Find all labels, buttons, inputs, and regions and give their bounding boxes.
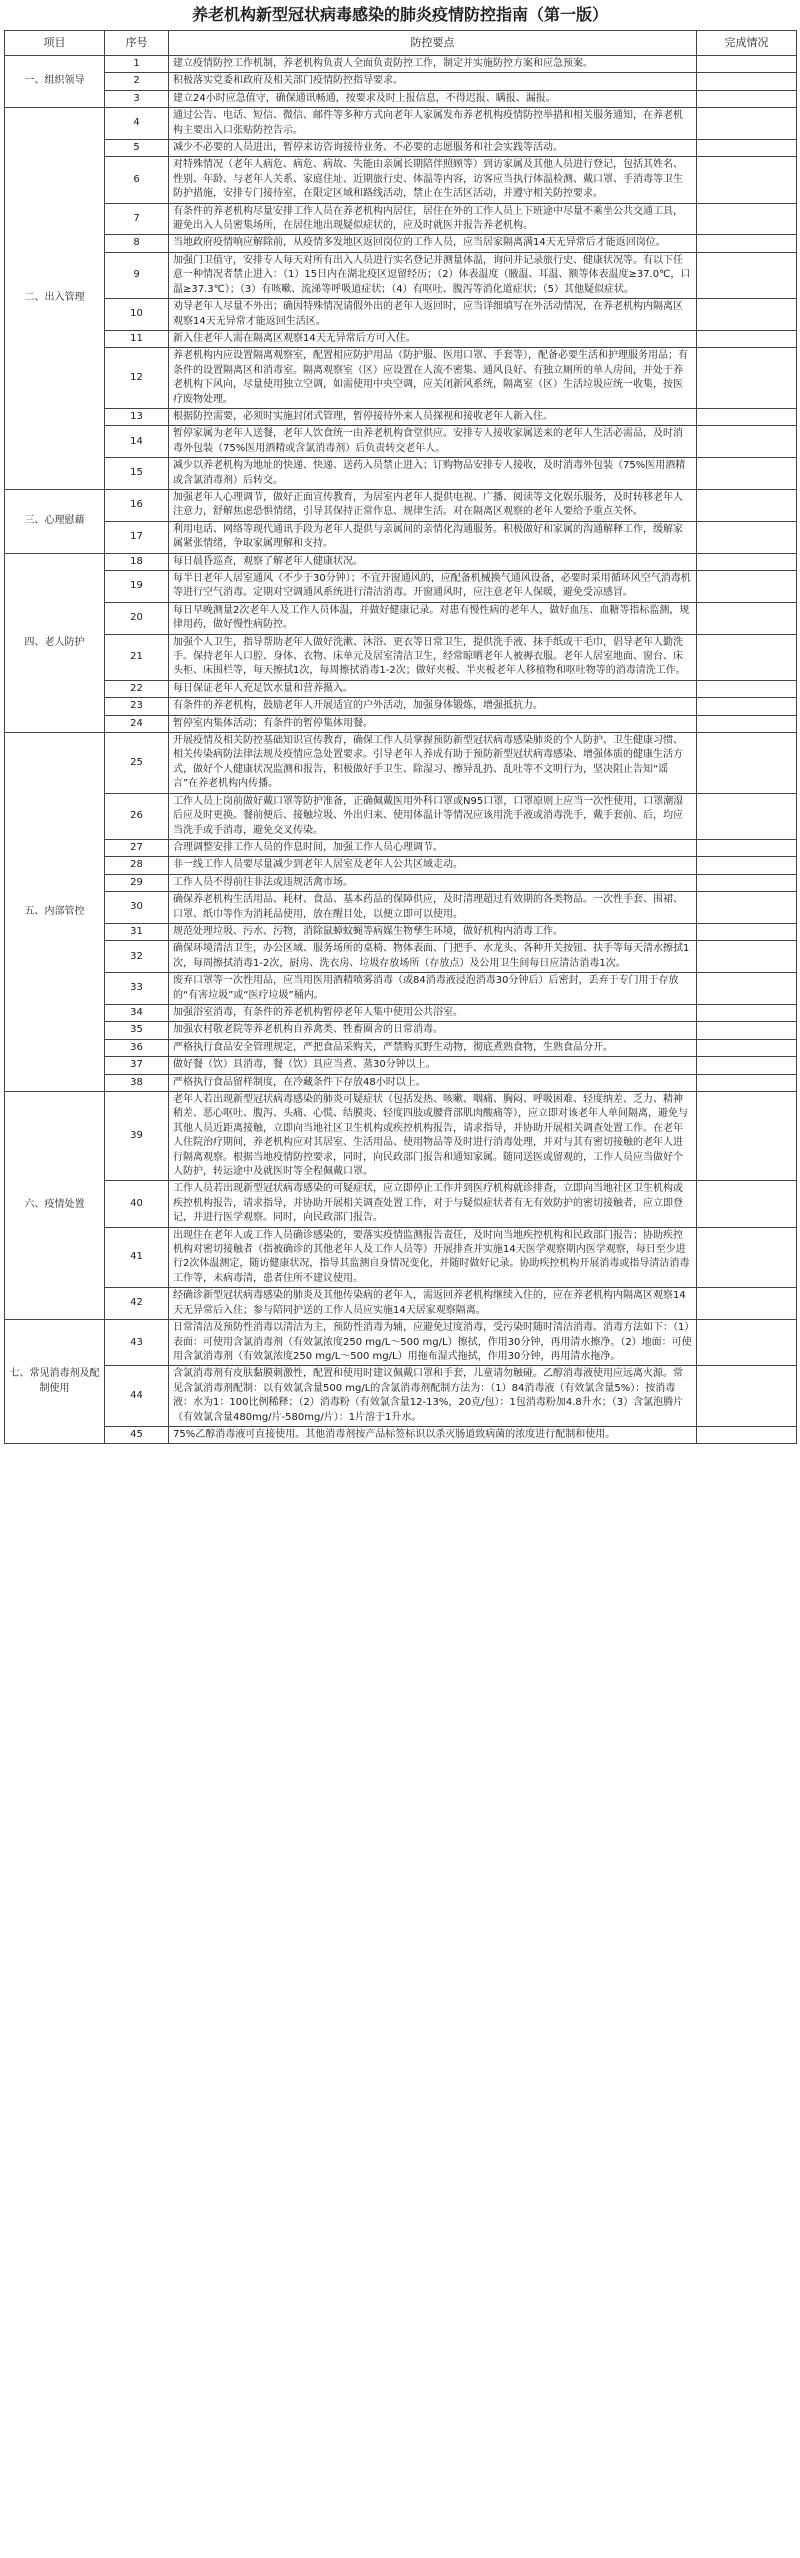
control-point-text: 加强门卫值守，安排专人每天对所有出入人员进行实名登记并测量体温，询问并记录旅行史、健康状况等。有以下任意一种情况者禁止进入：（1）15日内在湖北疫区逗留经历；（2）体表温度（腋温、耳温、额等体表温度≥37.0℃，口温≥37.3℃）；（3）有咳嗽、流涕等呼吸道症状；（4）有呕吐、腹泻等消化道症状；（5）其他疑似症状。 [169, 252, 697, 298]
row-number: 2 [105, 73, 169, 90]
section-label: 四、老人防护 [5, 553, 105, 732]
control-point-text: 每半日老年人居室通风（不少于30分钟）；不宜开窗通风的，应配备机械换气通风设备，必要时采用循环风空气消毒机等进行空气消毒。定期对空调通风系统进行清洁消毒。开窗通风时，应注意老年人保暖，避免受凉感冒。 [169, 571, 697, 603]
table-row [5, 874, 797, 891]
completion-status-cell[interactable] [697, 1022, 797, 1039]
table-row [5, 1074, 797, 1091]
completion-status-cell[interactable] [697, 1057, 797, 1074]
table-row [5, 892, 797, 924]
control-point-text: 减少以养老机构为地址的快递、快递、送药入员禁止进入；订购物品安排专人接收，及时消毒外包装（75%医用酒精或含氯消毒剂）后转交。 [169, 458, 697, 490]
table-row [5, 73, 797, 90]
table-row [5, 489, 797, 521]
row-number: 10 [105, 299, 169, 331]
control-point-text: 有条件的养老机构尽量安排工作人员在养老机构内居住，居住在外的工作人员上下班途中尽量不乘坐公共交通工具，避免出入人员密集场所，在居住地出现疑似症状的，应及时就医并报告养老机构。 [169, 203, 697, 235]
table-row [5, 235, 797, 252]
completion-status-cell[interactable] [697, 348, 797, 409]
control-point-text: 加强浴室消毒，有条件的养老机构暂停老年人集中使用公共浴室。 [169, 1004, 697, 1021]
row-number: 25 [105, 733, 169, 794]
table-row [5, 1426, 797, 1443]
control-point-text: 经确诊新型冠状病毒感染的肺炎及其他传染病的老年人，需返回养老机构继续入住的，应在养老机构内隔离区观察14天无异常后入住；参与陪同护送的工作人员应实施14天居家观察隔离。 [169, 1288, 697, 1320]
completion-status-cell[interactable] [697, 698, 797, 715]
control-point-text: 严格执行食品安全管理规定，严把食品采购关，严禁购买野生动物，彻底煮熟食物，生熟食品分开。 [169, 1039, 697, 1056]
completion-status-cell[interactable] [697, 923, 797, 940]
row-number: 18 [105, 553, 169, 570]
row-number: 1 [105, 56, 169, 73]
control-point-text: 75%乙醇消毒液可直接使用。其他消毒剂按产品标签标识以杀灭肠道致病菌的浓度进行配制和使用。 [169, 1426, 697, 1443]
header-points: 防控要点 [169, 31, 697, 56]
row-number: 30 [105, 892, 169, 924]
row-number: 42 [105, 1288, 169, 1320]
completion-status-cell[interactable] [697, 1039, 797, 1056]
table-row [5, 426, 797, 458]
completion-status-cell[interactable] [697, 839, 797, 856]
table-row [5, 252, 797, 298]
table-row [5, 1039, 797, 1056]
row-number: 37 [105, 1057, 169, 1074]
completion-status-cell[interactable] [697, 1074, 797, 1091]
table-row [5, 553, 797, 570]
table-row [5, 923, 797, 940]
control-point-text: 每日晨昏巡查，观察了解老年人健康状况。 [169, 553, 697, 570]
table-row [5, 299, 797, 331]
completion-status-cell[interactable] [697, 458, 797, 490]
row-number: 32 [105, 941, 169, 973]
header-status: 完成情况 [697, 31, 797, 56]
control-point-text: 工作人员若出现新型冠状病毒感染的可疑症状，应立即停止工作并到医疗机构就诊排查，立即向当地社区卫生机构或疾控机构报告，请求指导，并协助开展相关调查处置工作，对于与疑似症状者有无有效防护的密切接触者，应立即登记，并进行医学观察。同时，向民政部门报告。 [169, 1181, 697, 1227]
table-row [5, 348, 797, 409]
table-header-row [5, 31, 797, 56]
row-number: 24 [105, 715, 169, 732]
completion-status-cell[interactable] [697, 408, 797, 425]
row-number: 28 [105, 857, 169, 874]
table-row [5, 458, 797, 490]
row-number: 8 [105, 235, 169, 252]
row-number: 20 [105, 602, 169, 634]
row-number: 7 [105, 203, 169, 235]
control-point-text: 建立24小时应急值守，确保通讯畅通，按要求及时上报信息，不得迟报、瞒报、漏报。 [169, 90, 697, 107]
control-point-text: 暂停室内集体活动；有条件的暂停集体用餐。 [169, 715, 697, 732]
table-row [5, 715, 797, 732]
row-number: 44 [105, 1366, 169, 1427]
row-number: 9 [105, 252, 169, 298]
table-row [5, 56, 797, 73]
table-row [5, 839, 797, 856]
row-number: 23 [105, 698, 169, 715]
row-number: 22 [105, 680, 169, 697]
control-point-text: 出现住在老年人或工作人员确诊感染的，要落实疫情监测报告责任，及时向当地疾控机构和民政部门报告；协助疾控机构对密切接触者（指被确诊的其他老年人及工作人员等）开展排查并实施14天医学观察期内医学观察，每日至少进行2次体温测定，随访健康状况，指导其监测自身情况变化，并随时做好记录。协助疾控机构开展消毒或指导清洁消毒工作等，未病毒清，患者住所不建议使用。 [169, 1227, 697, 1288]
completion-status-cell[interactable] [697, 1426, 797, 1443]
control-point-text: 每日保证老年人充足饮水量和营养摄入。 [169, 680, 697, 697]
completion-status-cell[interactable] [697, 489, 797, 521]
completion-status-cell[interactable] [697, 235, 797, 252]
section-label: 五、内部管控 [5, 733, 105, 1092]
row-number: 11 [105, 330, 169, 347]
completion-status-cell[interactable] [697, 553, 797, 570]
row-number: 33 [105, 973, 169, 1005]
table-row [5, 521, 797, 553]
table-row [5, 1092, 797, 1181]
completion-status-cell[interactable] [697, 602, 797, 634]
table-row [5, 157, 797, 203]
completion-status-cell[interactable] [697, 874, 797, 891]
row-number: 14 [105, 426, 169, 458]
row-number: 26 [105, 793, 169, 839]
table-row [5, 1004, 797, 1021]
table-row [5, 680, 797, 697]
row-number: 13 [105, 408, 169, 425]
table-row [5, 1057, 797, 1074]
completion-status-cell[interactable] [697, 973, 797, 1005]
table-row [5, 90, 797, 107]
completion-status-cell[interactable] [697, 299, 797, 331]
row-number: 16 [105, 489, 169, 521]
row-number: 35 [105, 1022, 169, 1039]
row-number: 6 [105, 157, 169, 203]
completion-status-cell[interactable] [697, 634, 797, 680]
table-row [5, 1181, 797, 1227]
control-point-text: 每日早晚测量2次老年人及工作人员体温，并做好健康记录。对患有慢性病的老年人，做好血压、血糖等指标监测，规律用药，做好慢性病防控。 [169, 602, 697, 634]
completion-status-cell[interactable] [697, 1320, 797, 1366]
completion-status-cell[interactable] [697, 140, 797, 157]
row-number: 3 [105, 90, 169, 107]
completion-status-cell[interactable] [697, 203, 797, 235]
table-row [5, 108, 797, 140]
completion-status-cell[interactable] [697, 1227, 797, 1288]
control-point-text: 根据防控需要，必须时实施封闭式管理，暂停接待外来人员探视和接收老年人新入住。 [169, 408, 697, 425]
completion-status-cell[interactable] [697, 426, 797, 458]
row-number: 5 [105, 140, 169, 157]
guideline-table [4, 30, 797, 1444]
control-point-text: 利用电话、网络等现代通讯手段为老年人提供与亲属间的亲情化沟通服务。积极做好和家属的沟通解释工作，缓解家属紧张情绪，争取家属理解和支持。 [169, 521, 697, 553]
control-point-text: 严格执行食品留样制度，在冷藏条件下存放48小时以上。 [169, 1074, 697, 1091]
table-row [5, 602, 797, 634]
row-number: 36 [105, 1039, 169, 1056]
header-number: 序号 [105, 31, 169, 56]
row-number: 34 [105, 1004, 169, 1021]
control-point-text: 劝导老年人尽量不外出；确因特殊情况请假外出的老年人返回时，应当详细填写在外活动情况，在养老机构内隔离区观察14天无异常才能返回生活区。 [169, 299, 697, 331]
table-row [5, 698, 797, 715]
control-point-text: 加强老年人心理调节，做好正面宣传教育，为居室内老年人提供电视、广播、阅读等文化娱乐服务，及时转移老年人注意力，舒解焦虑恐惧情绪，引导其保持正常作息、规律生活。对在隔离区观察的老年人要给予重点关怀。 [169, 489, 697, 521]
table-row [5, 1227, 797, 1288]
row-number: 38 [105, 1074, 169, 1091]
control-point-text: 暂停家属为老年人送餐，老年人饮食统一由养老机构食堂供应。安排专人接收家属送来的老年人生活必需品，及时消毒外包装（75%医用酒精或含氯消毒剂）后负责转交老年人。 [169, 426, 697, 458]
row-number: 43 [105, 1320, 169, 1366]
completion-status-cell[interactable] [697, 252, 797, 298]
completion-status-cell[interactable] [697, 793, 797, 839]
completion-status-cell[interactable] [697, 1288, 797, 1320]
row-number: 12 [105, 348, 169, 409]
control-point-text: 加强个人卫生，指导帮助老年人做好洗漱、沐浴、更衣等日常卫生，提供洗手液、抹手纸或干毛巾，倡导老年人勤洗手。保持老年人口腔、身体、衣物、床单元及居室清洁卫生，经常晾晒老年人被褥衣服。老年人居室地面、窗台、床头柜、床围栏等，每天擦拭1次，每周擦拭消毒1-2次；做好夹板、半夹板老年人移植物和呕吐物等的消毒清洗工作。 [169, 634, 697, 680]
table-row [5, 1366, 797, 1427]
completion-status-cell[interactable] [697, 90, 797, 107]
completion-status-cell[interactable] [697, 1092, 797, 1181]
control-point-text: 含氯消毒剂有皮肤黏膜刺激性，配置和使用时建议佩戴口罩和手套，儿童请勿触碰。乙醇消毒液使用应远离火源。常见含氯消毒剂配制：以有效氯含量500 mg/L的含氯消毒剂配制方法为：（1）84消毒液（有效氯含量5%）：按消毒液：水为1：100比例稀释；（2）消毒粉（有效氯含量12-13%，20克/包）：1包消毒粉加4.8升水；（3）含氯泡腾片（有效氯含量480mg/片-580mg/片）：1片溶于1升水。 [169, 1366, 697, 1427]
table-row [5, 330, 797, 347]
control-point-text: 非一线工作人员要尽量减少到老年人居室及老年人公共区域走动。 [169, 857, 697, 874]
control-point-text: 减少不必要的人员进出，暂停来访咨询接待业务、不必要的志愿服务和社会实践等活动。 [169, 140, 697, 157]
row-number: 19 [105, 571, 169, 603]
control-point-text: 积极落实党委和政府及相关部门疫情防控指导要求。 [169, 73, 697, 90]
table-row [5, 973, 797, 1005]
control-point-text: 对特殊情况（老年人病危、病危、病故、失能由亲属长期陪伴照顾等）到访家属及其他人员进行登记，包括其姓名、性别、年龄、与老年人关系、家庭住址、近期旅行史、体温等内容，访客应当执行体温检测、戴口罩、手消毒等卫生防护措施，安排专门接待室，在限定区域和路线活动，禁止在生活区活动，并遵守相关防控要求。 [169, 157, 697, 203]
row-number: 45 [105, 1426, 169, 1443]
completion-status-cell[interactable] [697, 733, 797, 794]
row-number: 27 [105, 839, 169, 856]
row-number: 21 [105, 634, 169, 680]
table-row [5, 1320, 797, 1366]
header-category: 项目 [5, 31, 105, 56]
completion-status-cell[interactable] [697, 680, 797, 697]
completion-status-cell[interactable] [697, 1366, 797, 1427]
row-number: 4 [105, 108, 169, 140]
completion-status-cell[interactable] [697, 521, 797, 553]
table-row [5, 857, 797, 874]
completion-status-cell[interactable] [697, 892, 797, 924]
table-row [5, 1022, 797, 1039]
section-label: 三、心理慰藉 [5, 489, 105, 553]
table-row [5, 941, 797, 973]
completion-status-cell[interactable] [697, 1181, 797, 1227]
control-point-text: 确保环境清洁卫生，办公区域、服务场所的桌椅、物体表面、门把手、水龙头、各种开关按钮、扶手等每天清水擦拭1次，每周擦拭消毒1-2次，厨房、洗衣房、垃圾存放场所（存放点）及公用卫生间每日应清洁消毒1次。 [169, 941, 697, 973]
table-row [5, 571, 797, 603]
control-point-text: 开展疫情及相关防控基础知识宣传教育，确保工作人员掌握预防新型冠状病毒感染肺炎的个人防护、卫生健康习惯、相关传染病防法律法规及疫情应急处置要求。引导老年人养成有助于预防新型冠状病毒感染、增强体质的健康生活方式，做好个人健康状况监测和报告，积极做好手卫生、除湿习、擦异乱扔、乱吐等不文明行为，坚决阻止告知“谣言”在养老机构内传播。 [169, 733, 697, 794]
control-point-text: 新入住老年人需在隔离区观察14天无异常后方可入住。 [169, 330, 697, 347]
document-title: 养老机构新型冠状病毒感染的肺炎疫情防控指南（第一版） [191, 5, 608, 24]
completion-status-cell[interactable] [697, 330, 797, 347]
completion-status-cell[interactable] [697, 1004, 797, 1021]
control-point-text: 工作人员上岗前做好戴口罩等防护准备，正确佩戴医用外科口罩或N95口罩，口罩原则上应当一次性使用，口罩潮湿后应及时更换。餐前便后、接触垃圾、外出归来、使用体温计等情况应该用洗手液或消毒洗手，戴手套前、后，均应当洗手或手消毒，避免交叉传染。 [169, 793, 697, 839]
completion-status-cell[interactable] [697, 715, 797, 732]
table-row [5, 793, 797, 839]
row-number: 17 [105, 521, 169, 553]
control-point-text: 通过公告、电话、短信、微信、邮件等多种方式向老年人家属发布养老机构疫情防控举措和相关服务通知，在养老机构主要出入口张贴防控告示。 [169, 108, 697, 140]
table-row [5, 634, 797, 680]
completion-status-cell[interactable] [697, 857, 797, 874]
table-row [5, 733, 797, 794]
row-number: 40 [105, 1181, 169, 1227]
completion-status-cell[interactable] [697, 73, 797, 90]
control-point-text: 工作人员不得前往非法或违规活禽市场。 [169, 874, 697, 891]
section-label: 七、常见消毒剂及配制使用 [5, 1320, 105, 1444]
row-number: 31 [105, 923, 169, 940]
control-point-text: 废弃口罩等一次性用品，应当用医用酒精喷雾消毒（或84消毒液浸泡消毒30分钟后）后密封，丢弃于专门用于存放的“有害垃圾”或“医疗垃圾”桶内。 [169, 973, 697, 1005]
control-point-text: 建立疫情防控工作机制，养老机构负责人全面负责防控工作，制定并实施防控方案和应急预案。 [169, 56, 697, 73]
table-row [5, 203, 797, 235]
control-point-text: 规范处理垃圾、污水、污物，消除鼠蟑蚊蝇等病媒生物孳生环境，做好机构内消毒工作。 [169, 923, 697, 940]
table-row [5, 1288, 797, 1320]
table-row [5, 408, 797, 425]
completion-status-cell[interactable] [697, 108, 797, 140]
control-point-text: 日常清洁及预防性消毒以清洁为主，预防性消毒为辅，应避免过度消毒，受污染时随时清洁消毒。消毒方法如下：（1）表面：可使用含氯消毒剂（有效氯浓度250 mg/L～500 mg/L）擦拭，作用30分钟，再用清水擦净。（2）地面：可使用含氯消毒剂（有效氯浓度250 mg/L～500 mg/L）用拖布湿式拖拭，作用30分钟，再用清水拖净。 [169, 1320, 697, 1366]
section-label: 六、疫情处置 [5, 1092, 105, 1320]
row-number: 29 [105, 874, 169, 891]
row-number: 39 [105, 1092, 169, 1181]
control-point-text: 老年人若出现新型冠状病毒感染的肺炎可疑症状（包括发热、咳嗽、咽痛、胸闷、呼吸困难、轻度纳差、乏力、精神稍差、恶心呕吐、腹泻、头痛、心慌、结膜炎、轻度四肢或腰背部肌肉酸痛等），应立即对该老年人单间隔离，避免与其他人员近距离接触，立即向当地社区卫生机构或疾控机构报告，请求指导，并协助开展相关调查处置工作。在老年人住院治疗期间，养老机构应对其居室、生活用品、使用物品等及时进行消毒处理，并对与其有密切接触的老年人进行隔离观察。根据当地疫情防控要求，同时，向民政部门报告和通知家属。随同送医或留观的，工作人员应当做好个人防护，转运途中及就医时等全程佩戴口罩。 [169, 1092, 697, 1181]
section-label: 二、出入管理 [5, 108, 105, 490]
control-point-text: 养老机构内应设置隔离观察室，配置相应防护用品（防护服、医用口罩、手套等），配备必要生活和护理服务用品；有条件的设置隔离区和消毒室。隔离观察室（区）应设置在人流不密集、通风良好、有独立厕所的单人房间，并处于养老机构下风向，尽量使用独立空调，如需使用中央空调，应关闭新风系统，隔离室（区）生活垃圾应统一收集，按医疗废物处理。 [169, 348, 697, 409]
row-number: 15 [105, 458, 169, 490]
control-point-text: 做好餐（饮）具消毒，餐（饮）具应当煮、蒸30分钟以上。 [169, 1057, 697, 1074]
completion-status-cell[interactable] [697, 56, 797, 73]
completion-status-cell[interactable] [697, 571, 797, 603]
table-body [5, 56, 797, 1444]
control-point-text: 确保养老机构生活用品、耗材、食品、基本药品的保障供应，及时清理超过有效期的各类物品。一次性手套、围裙、口罩、纸巾等作为消耗品使用，放在醒目处，以便立即可以使用。 [169, 892, 697, 924]
control-point-text: 当地政府疫情响应解除前，从疫情多发地区返回岗位的工作人员，应当居家隔离满14天无异常后才能返回岗位。 [169, 235, 697, 252]
section-label: 一、组织领导 [5, 56, 105, 108]
completion-status-cell[interactable] [697, 157, 797, 203]
control-point-text: 加强农村敬老院等养老机构自养禽类、牲畜圈舍的日常消毒。 [169, 1022, 697, 1039]
table-row [5, 140, 797, 157]
row-number: 41 [105, 1227, 169, 1288]
completion-status-cell[interactable] [697, 941, 797, 973]
control-point-text: 有条件的养老机构，鼓励老年人开展适宜的户外活动，加强身体锻炼，增强抵抗力。 [169, 698, 697, 715]
control-point-text: 合理调整安排工作人员的作息时间，加强工作人员心理调节。 [169, 839, 697, 856]
